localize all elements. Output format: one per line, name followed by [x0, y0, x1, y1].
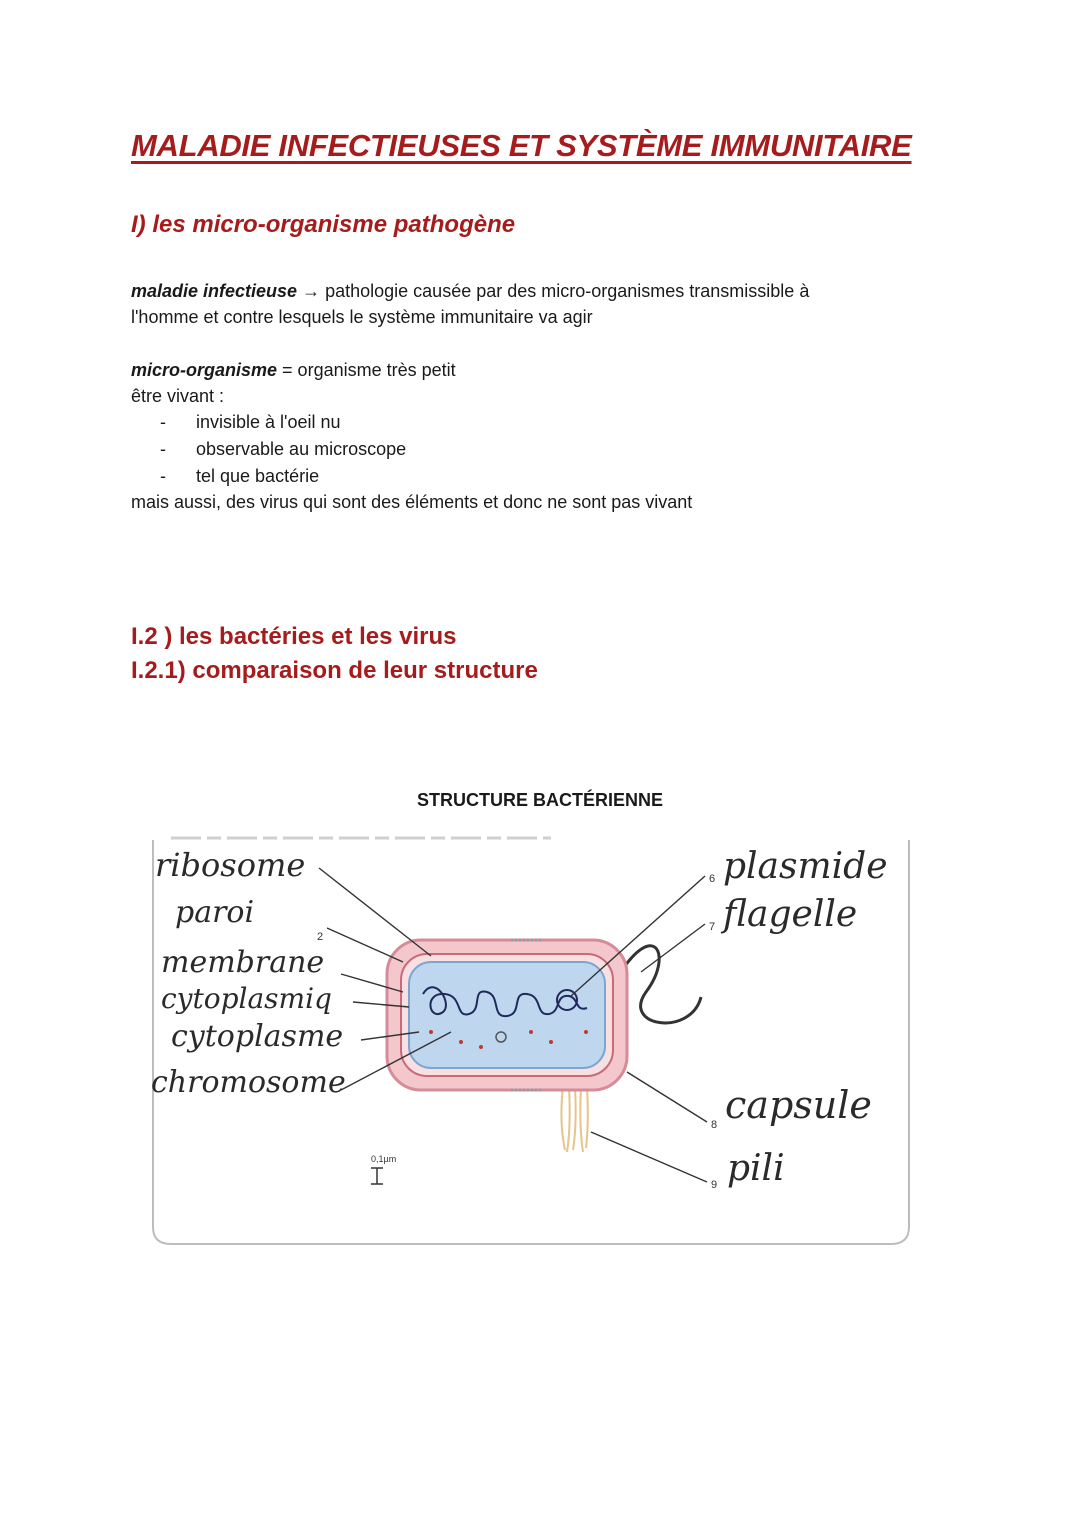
label-number-6: 6	[709, 873, 716, 885]
svg-text:0,1µm: 0,1µm	[371, 1154, 397, 1164]
label-flagelle: flagelle	[723, 894, 858, 935]
label-membrane: membrane	[161, 945, 325, 980]
bacterial-structure-diagram	[131, 832, 913, 1252]
term-micro-organisme: micro-organisme	[131, 360, 278, 380]
label-number-8: 8	[711, 1119, 718, 1131]
etre-vivant-label: être vivant :	[131, 386, 225, 406]
definition-maladie-infectieuse	[131, 278, 809, 330]
figure-title: STRUCTURE BACTÉRIENNE	[416, 790, 663, 810]
label-capsule: capsule	[725, 1083, 872, 1127]
list-item: - tel que bactérie	[160, 466, 320, 486]
label-cytoplasmiq: cytoplasmiq	[161, 982, 332, 1015]
bullet-list	[160, 409, 406, 490]
term-maladie-infectieuse: maladie infectieuse	[131, 281, 298, 301]
definition-text-line2: l'homme et contre lesquels le système immunitaire va agir	[131, 307, 593, 327]
label-cytoplasme: cytoplasme	[171, 1019, 344, 1054]
label-plasmide: plasmide	[723, 846, 888, 887]
label-number-7: 7	[709, 921, 716, 933]
label-ribosome: ribosome	[155, 846, 306, 884]
definition-text: = organisme très petit	[277, 360, 456, 380]
label-chromosome: chromosome	[151, 1065, 346, 1100]
label-number-2: 2	[317, 931, 324, 943]
subsection-heading-comparaison: I.2.1) comparaison de leur structure	[131, 657, 538, 684]
definition-text: pathologie causée par des micro-organismes transmissible à	[325, 281, 810, 301]
section-heading-micro-organismes: I) les micro-organisme pathogène	[131, 211, 516, 238]
label-paroi: paroi	[175, 895, 255, 930]
label-number-9: 9	[711, 1179, 718, 1191]
page-title: MALADIE INFECTIEUSES ET SYSTÈME IMMUNITAIRE	[131, 128, 912, 163]
list-item: - invisible à l'oeil nu	[160, 412, 341, 432]
section-heading-bacteries-virus: I.2 ) les bactéries et les virus	[131, 623, 457, 650]
label-pili: pili	[727, 1148, 785, 1189]
definition-micro-organisme	[131, 357, 456, 409]
list-item: - observable au microscope	[160, 439, 407, 459]
pili-strands	[561, 1087, 587, 1152]
arrow-glyph: →	[297, 281, 326, 301]
scale-bar	[371, 1154, 396, 1184]
closing-text: mais aussi, des virus qui sont des éléments et donc ne sont pas vivant	[131, 492, 693, 512]
